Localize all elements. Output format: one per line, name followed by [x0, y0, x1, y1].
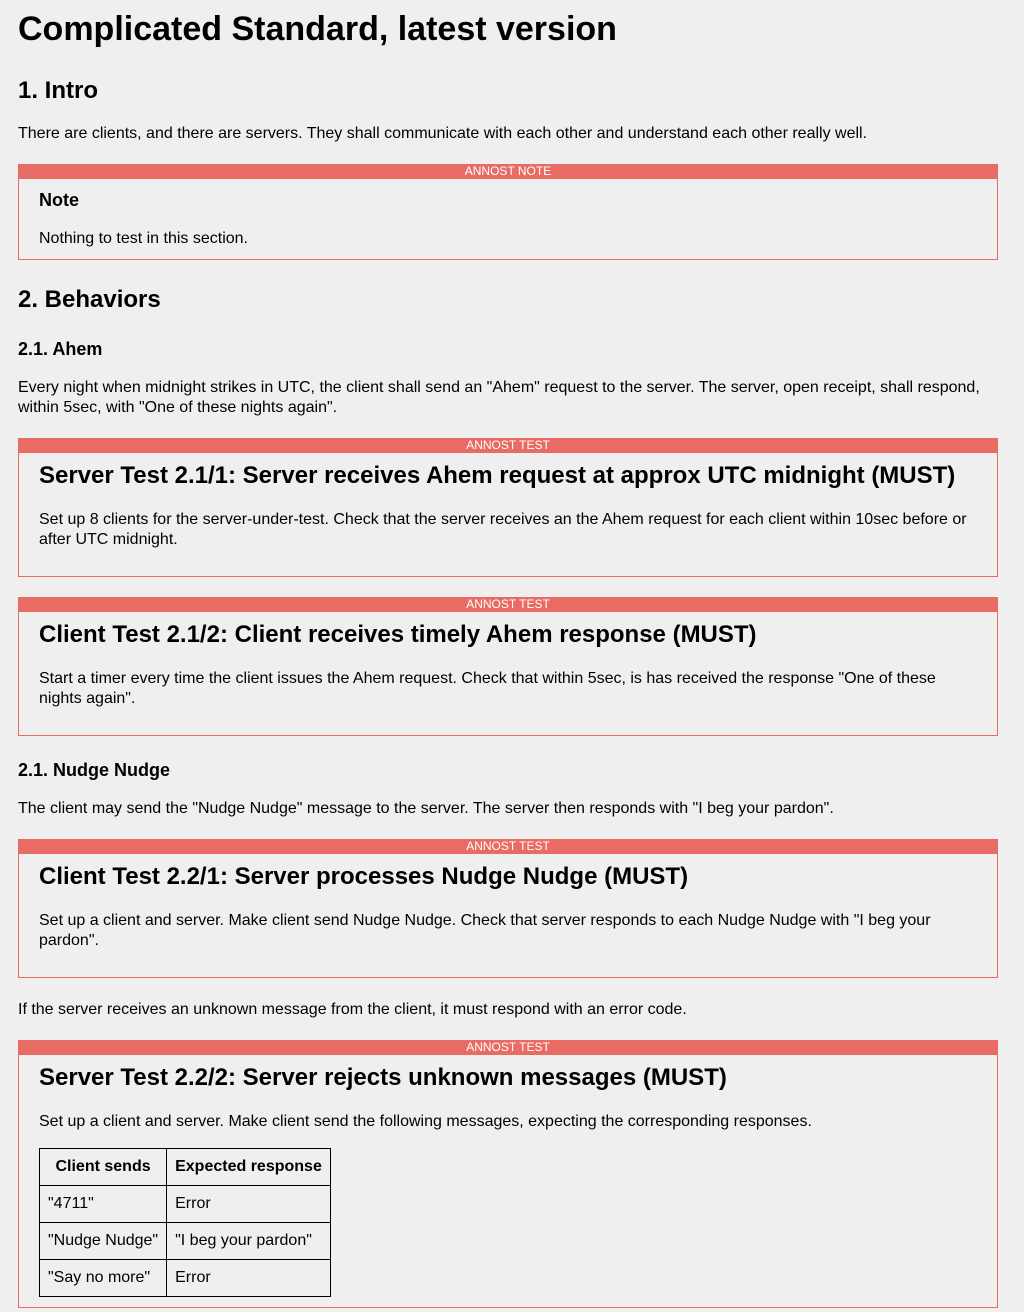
note-text: Nothing to test in this section. [39, 230, 248, 247]
annotation-test [18, 597, 998, 736]
table-row [40, 1260, 331, 1297]
ahem-paragraph: Every night when midnight strikes in UTC, the client shall send an "Ahem" request to the server. The server, open receipt, shall respond, within 5sec, with "One of these nights again". [18, 379, 980, 416]
nudge-paragraph: The client may send the "Nudge Nudge" message to the server. The server then responds with "I beg your pardon". [18, 800, 834, 817]
test-heading: Server Test 2.2/2: Server rejects unknown messages (MUST) [39, 1064, 727, 1091]
annotation-test-label: ANNOST TEST [18, 1040, 998, 1055]
table-cell: "Say no more" [40, 1260, 167, 1297]
annotation-test-label: ANNOST TEST [18, 839, 998, 854]
note-heading: Note [39, 190, 79, 210]
table-row [40, 1186, 331, 1223]
annotation-note-label: ANNOST NOTE [18, 164, 998, 179]
test-heading: Client Test 2.1/2: Client receives timely Ahem response (MUST) [39, 621, 757, 648]
intro-paragraph: There are clients, and there are servers. They shall communicate with each other and understand each other really well. [18, 125, 868, 142]
table-cell: "4711" [40, 1186, 167, 1223]
unknown-message-paragraph: If the server receives an unknown message from the client, it must respond with an error code. [18, 1001, 687, 1018]
test-heading: Client Test 2.2/1: Server processes Nudge Nudge (MUST) [39, 863, 689, 890]
section-heading-behaviors: 2. Behaviors [18, 286, 161, 313]
page-title: Complicated Standard, latest version [18, 10, 617, 48]
column-header-expected-response: Expected response [167, 1149, 331, 1186]
table-cell: "Nudge Nudge" [40, 1223, 167, 1260]
test-heading: Server Test 2.1/1: Server receives Ahem request at approx UTC midnight (MUST) [39, 462, 956, 489]
annotation-note [18, 164, 998, 260]
subsection-heading-ahem: 2.1. Ahem [18, 339, 103, 359]
table-row [40, 1223, 331, 1260]
table-cell: Error [167, 1186, 331, 1223]
annotation-test-label: ANNOST TEST [18, 597, 998, 612]
test-description: Set up a client and server. Make client send the following messages, expecting the corresponding responses. [39, 1113, 812, 1130]
annotation-test-label: ANNOST TEST [18, 438, 998, 453]
annotation-test [18, 438, 998, 577]
table-header-row [40, 1149, 331, 1186]
test-description: Set up 8 clients for the server-under-test. Check that the server receives an the Ahem request for each client within 10sec before or after UTC midnight. [39, 511, 967, 548]
section-heading-intro: 1. Intro [18, 77, 99, 104]
table-cell: "I beg your pardon" [167, 1223, 331, 1260]
annotation-test [18, 1040, 998, 1308]
messages-table [39, 1148, 331, 1297]
subsection-heading-nudge: 2.1. Nudge Nudge [18, 760, 171, 780]
column-header-client-sends: Client sends [40, 1149, 167, 1186]
test-description: Set up a client and server. Make client send Nudge Nudge. Check that server responds to each Nudge Nudge with "I beg your pardon". [39, 912, 931, 949]
test-description: Start a timer every time the client issues the Ahem request. Check that within 5sec, is has received the response "One of these nights again". [39, 670, 936, 707]
annotation-test [18, 839, 998, 978]
table-cell: Error [167, 1260, 331, 1297]
